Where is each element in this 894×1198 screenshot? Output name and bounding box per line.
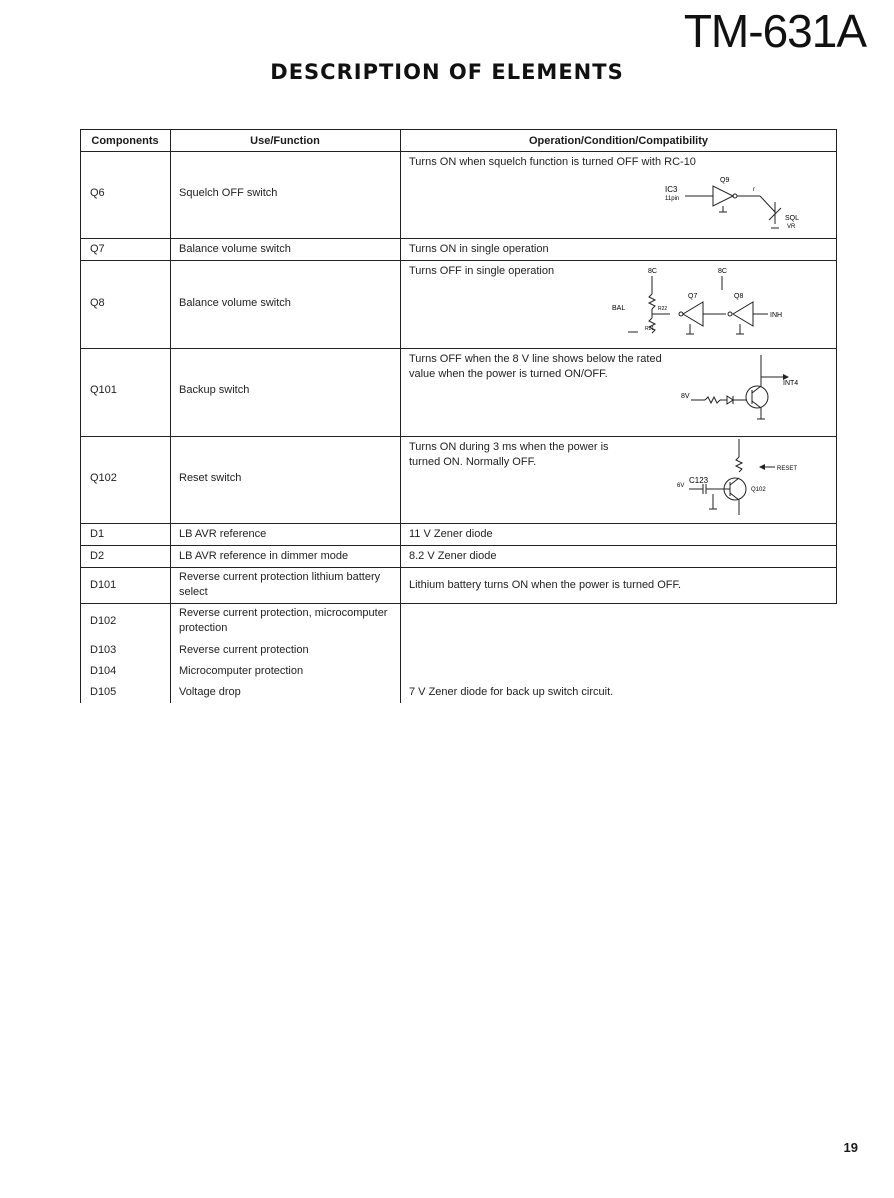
diagram-label: INT4: [783, 380, 799, 387]
diagram-label: Q102: [751, 487, 766, 493]
model-number: TM-631A: [683, 5, 866, 57]
use-cell: LB AVR reference: [179, 528, 267, 540]
use-cell: Balance volume switch: [179, 297, 291, 309]
diagram-label: C123: [689, 476, 709, 485]
table-row: [80, 261, 837, 349]
diagram-label: 8V: [681, 393, 690, 400]
use-cell: LB AVR reference in dimmer mode: [179, 550, 349, 562]
reset-circuit-diagram: [675, 439, 825, 519]
use-cell: Reverse current protection lithium battery select: [179, 571, 381, 598]
elements-table: [80, 129, 837, 703]
component-cell: Q102: [90, 472, 117, 484]
diagram-label: R21: [645, 326, 655, 332]
use-cell: Reverse current protection, microcomputer protection: [179, 607, 388, 634]
operation-cell: 11 V Zener diode: [409, 528, 493, 540]
table-row: [80, 546, 837, 568]
diagram-label: VR: [787, 224, 796, 230]
diagram-label: BAL: [612, 305, 626, 312]
table-row: [80, 437, 837, 524]
diagram-label: Q8: [734, 293, 744, 300]
operation-cell: Turns ON during 3 ms when the power is turned ON. Normally OFF.: [409, 441, 609, 468]
component-cell: D101: [90, 579, 117, 591]
operation-cell: Turns OFF in single operation: [409, 265, 555, 277]
diagram-label: SQL: [785, 215, 800, 222]
use-cell: Balance volume switch: [179, 243, 291, 255]
component-cell: D2: [90, 550, 105, 562]
use-cell: Reset switch: [179, 472, 242, 484]
operation-cell: 7 V Zener diode for back up switch circuit.: [409, 686, 614, 698]
component-cell: D105: [90, 686, 117, 698]
component-cell: D104: [90, 665, 117, 677]
diagram-label: r: [753, 187, 755, 193]
diagram-label: RESET: [777, 466, 798, 472]
use-cell: Microcomputer protection: [179, 665, 304, 677]
table-row: [80, 640, 837, 661]
operation-cell: Turns ON when squelch function is turned OFF with RC-10: [409, 156, 696, 168]
page-title: DESCRIPTION OF ELEMENTS: [270, 60, 624, 84]
backup-circuit-diagram: [675, 355, 825, 433]
table-row: [80, 568, 837, 604]
squelch-circuit-diagram: [665, 172, 825, 234]
component-cell: D1: [90, 528, 105, 540]
diagram-label: Q9: [720, 177, 730, 184]
use-cell: Squelch OFF switch: [179, 187, 278, 199]
table-header: [80, 129, 837, 152]
diagram-label: 6V: [677, 483, 685, 489]
header-components: Components: [91, 135, 159, 147]
component-cell: D102: [90, 615, 117, 627]
diagram-label: Q7: [688, 293, 698, 300]
table-row: [80, 604, 837, 640]
table-row: [80, 349, 837, 437]
page-number: 19: [843, 1140, 858, 1155]
operation-cell: Turns ON in single operation: [409, 243, 549, 255]
table-row: [80, 524, 837, 546]
component-cell: D103: [90, 644, 117, 656]
operation-cell: 8.2 V Zener diode: [409, 550, 497, 562]
component-cell: Q8: [90, 297, 105, 309]
use-cell: Voltage drop: [179, 686, 241, 698]
table-row: [80, 661, 837, 682]
operation-cell: Lithium battery turns ON when the power is turned OFF.: [409, 579, 682, 591]
use-cell: Reverse current protection: [179, 644, 309, 656]
balance-circuit-diagram: [608, 264, 808, 344]
table-row: [80, 239, 837, 261]
table-row: [80, 152, 837, 239]
header-use-function: Use/Function: [250, 135, 320, 147]
diagram-label: IC3: [665, 185, 678, 194]
use-cell: Backup switch: [179, 384, 250, 396]
operation-cell: Turns OFF when the 8 V line shows below the rated value when the power is turned ON/OFF.: [409, 353, 662, 380]
component-cell: Q101: [90, 384, 117, 396]
table-row: [80, 682, 837, 703]
header-operation: Operation/Condition/Compatibility: [528, 135, 709, 147]
diagram-label: R22: [658, 306, 668, 312]
component-cell: Q7: [90, 243, 105, 255]
diagram-label: INH: [770, 312, 783, 319]
diagram-label: 8C: [718, 268, 727, 275]
diagram-label: 11pin: [665, 196, 680, 202]
diagram-label: 8C: [648, 268, 657, 275]
component-cell: Q6: [90, 187, 105, 199]
